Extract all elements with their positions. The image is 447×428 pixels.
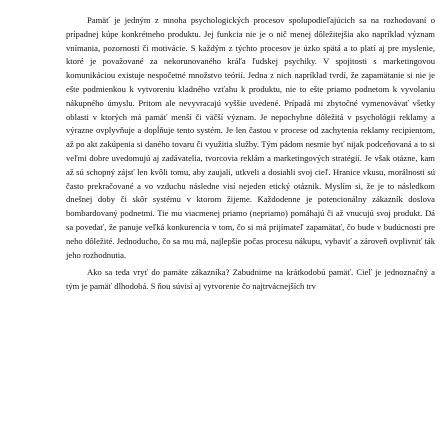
paragraph-long-term-memory: Ako sa teda vryť do pamäte zákazníka? Zabudnime na krátkodobú pamäť. Cieľ je jednoznačný a tým je pamäť dlhodobá. S ňou súvisí aj vytvorenie čo najtrvácnejších trv (66, 267, 435, 292)
paragraph-memory-psychology: Pamäť je jedným z mnoha psychologických procesov spolupodieľajúcich sa na rozhodovaní o prípadnej kúpe konkrétneho produktu. Jej funkcia nie je o nič menej dôležitejšia ako napríklad význam vnímania, pozornosti či motivácie. S každým z týchto procesov je úzko spätá a to platí aj pre myslenie, ktoré je považované za nekorunovaného kráľa ľudskej psychiky. V spojitosti s marketingovou komunikáciou existuje nespočetné množstvo teórií. Jedna z nich napríklad tvrdí, že zapamätanie si nie je ešte podmienkou k vytvoreniu kladného vzťahu k produktu, nie to ešte priamo podnetom k vyvolaniu nákupného úmyslu. Pritom ale nevyvracajú vyššie uvedené. Prípadá mi zbytočné vymenovávať všetky oblasti v ktorých má pamäť menší či väčší význam. Je nepochybne dôležitá v psychológii reklamy a výrazne ovplyvňuje a dopĺňuje tento systém. Je len častou v procese od zachytenia reklamy recipientom, až po akt zakúpenia si daného tovaru či využitia služby. Tým pádom nesmie byť nijak podceňovaná a to si veľmi dobre uvedomujú aj zadávatelia, tvorcovia reklám a marketingových stratégií. Je však otázne, kam až sú schopný zájsť len kvôli tomu, aby zaujali, utkveli a dosiahli svoj cieľ. Hranice vkusu, morálnosti sú často prekračované a vo vzduchu následne visí nejeden etický otáznik. Myslím si, že je to následkom dnešnej doby či skôr systému v ktorom žijeme. Každodenne je potencionálny zákazník doslova bombardovaný podnetmi. Tie mu viacmenej priamo (nepriamo) pomáhajú či až vnucujú svoj produkt. Dá sa povedať, že panuje veľká konkurencia v tom, čo si má prijímateľ zapamätať, čo bude v budúcnosti pre neho dôležité. Jednoducho, čo sa mu má, najlepšie počas procesu nákupu, vybaviť a zároveň ovplivniť ták jeho rozhodnutia. (66, 15, 435, 260)
document-body (66, 14, 435, 294)
